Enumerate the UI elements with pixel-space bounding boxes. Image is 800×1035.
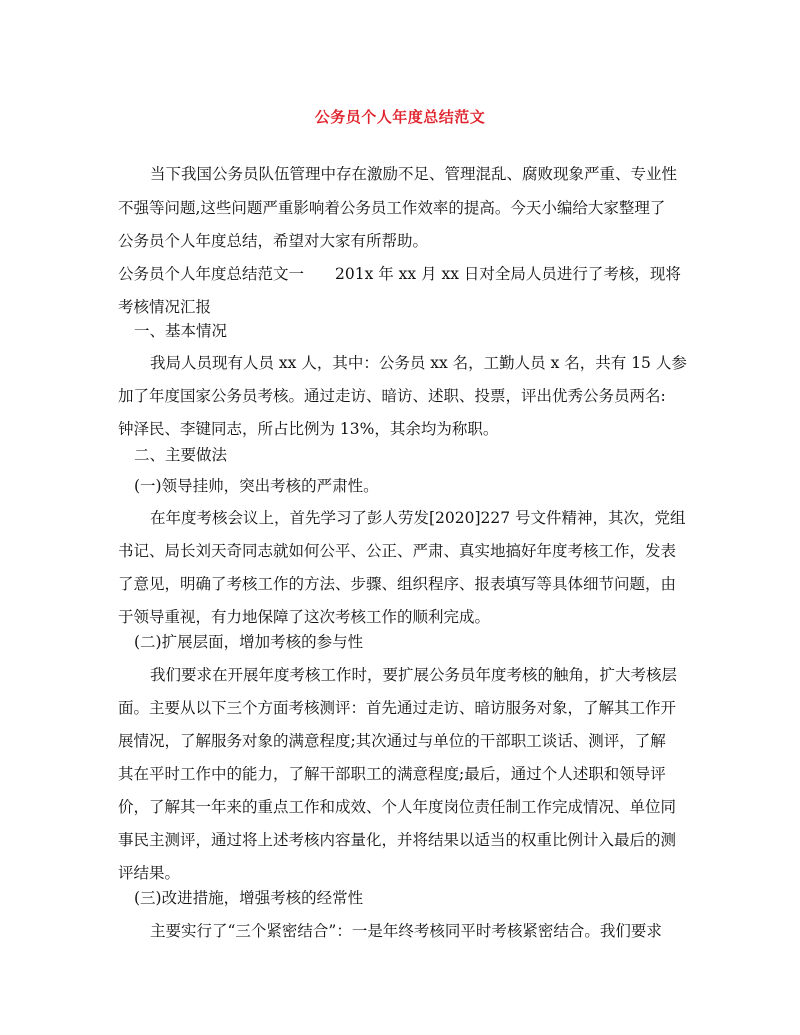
heading-text: 二、主要做法	[134, 446, 228, 464]
text-line: 了意见，明确了考核工作的方法、步骤、组织程序、报表填写等具体细节问题，由	[118, 575, 677, 593]
text-line: 其在平时工作中的能力，了解干部职工的满意程度;最后，通过个人述职和领导评	[118, 765, 666, 783]
text-line: 201x 年 xx 月 xx 日对全局人员进行了考核，现将	[335, 265, 681, 283]
text-line: 主要实行了“三个紧密结合”：一是年终考核同平时考核紧密结合。我们要求	[150, 922, 662, 940]
text-line: 公务员个人年度总结范文一	[118, 265, 305, 283]
text-line: 于领导重视，有力地保障了这次考核工作的顺利完成。	[118, 608, 491, 626]
heading-text: (三)改进措施，增强考核的经常性	[134, 889, 364, 907]
text-line: 书记、局长刘天奇同志就如何公平、公正、严肃、真实地搞好年度考核工作，发表	[118, 542, 677, 560]
text-line: 我局人员现有人员 xx 人，其中：公务员 xx 名，工勤人员 x 名，共有 15 人参	[150, 354, 687, 372]
text-line: 考核情况汇报	[118, 298, 212, 316]
heading-text: (一)领导挂帅，突出考核的严肃性。	[134, 477, 379, 495]
heading-text: 一、基本情况	[134, 322, 228, 340]
heading-text: (二)扩展层面，增加考核的参与性	[134, 633, 364, 651]
text-line: 在年度考核会议上，首先学习了彭人劳发[2020]227 号文件精神，其次，党组	[150, 509, 686, 527]
document-title: 公务员个人年度总结范文	[314, 108, 486, 126]
text-line: 不强等问题,这些问题严重影响着公务员工作效率的提高。今天小编给大家整理了	[118, 199, 666, 217]
text-line: 展情况，了解服务对象的满意程度;其次通过与单位的干部职工谈话、测评，了解	[118, 732, 666, 750]
text-line: 我们要求在开展年度考核工作时，要扩展公务员年度考核的触角，扩大考核层	[150, 666, 678, 684]
text-line: 面。主要从以下三个方面考核测评：首先通过走访、暗访服务对象，了解其工作开	[118, 699, 677, 717]
text-line: 当下我国公务员队伍管理中存在激励不足、管理混乱、腐败现象严重、专业性	[150, 165, 678, 183]
text-line: 价，了解其一年来的重点工作和成效、个人年度岗位责任制工作完成情况、单位同	[118, 798, 677, 816]
text-line: 事民主测评，通过将上述考核内容量化，并将结果以适当的权重比例计入最后的测	[118, 831, 677, 849]
text-line: 钟泽民、李键同志，所占比例为 13%，其余均为称职。	[118, 420, 499, 438]
text-line: 加了年度国家公务员考核。通过走访、暗访、述职、投票，评出优秀公务员两名:	[118, 387, 666, 405]
text-line: 评结果。	[118, 864, 181, 882]
text-line: 公务员个人年度总结，希望对大家有所帮助。	[118, 232, 429, 250]
